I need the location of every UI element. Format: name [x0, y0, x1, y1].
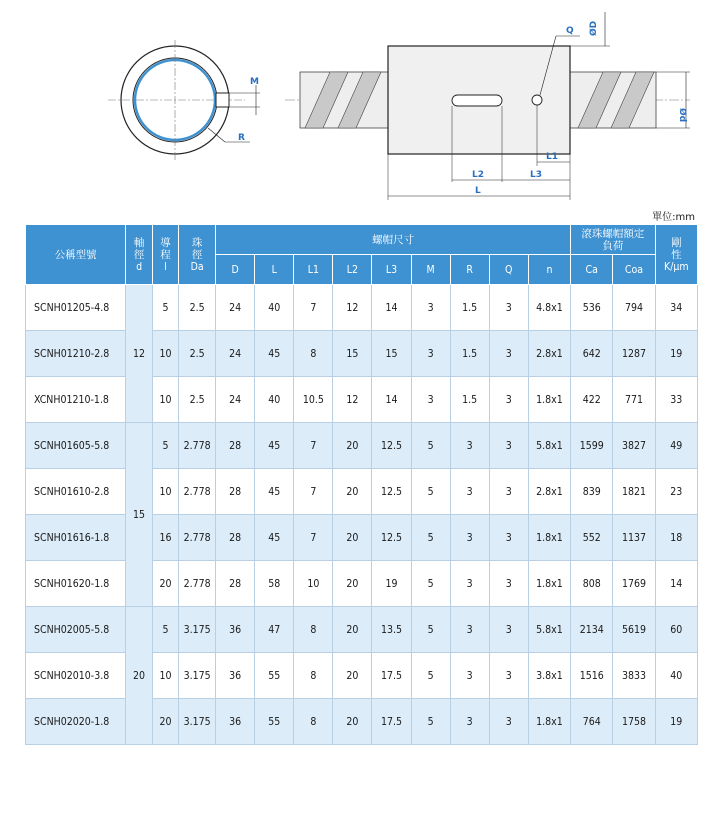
header-stiffness-unit: K/μm: [664, 260, 689, 273]
label-m: M: [250, 77, 259, 87]
cell-D: 24: [216, 331, 255, 377]
cell-D: 28: [216, 469, 255, 515]
header-sub-l3: L3: [372, 255, 411, 285]
cell-D: 36: [216, 607, 255, 653]
cell-Ca: 839: [571, 469, 613, 515]
cell-L: 45: [255, 515, 294, 561]
cell-M: 5: [411, 469, 450, 515]
cell-ball-dia: 2.778: [179, 469, 216, 515]
header-sub-coa: Coa: [613, 255, 655, 285]
cell-model: SCNH02010-3.8: [26, 653, 126, 699]
cell-lead: 10: [152, 331, 178, 377]
cell-Coa: 1137: [613, 515, 655, 561]
cell-L2: 12: [333, 377, 372, 423]
cell-L1: 7: [294, 469, 333, 515]
cell-L1: 8: [294, 653, 333, 699]
cell-lead: 10: [152, 469, 178, 515]
cell-L3: 13.5: [372, 607, 411, 653]
cell-shaft-dia: 12: [126, 285, 152, 423]
cell-L: 40: [255, 285, 294, 331]
cell-Ca: 1599: [571, 423, 613, 469]
cell-L2: 20: [333, 653, 372, 699]
cell-L3: 14: [372, 285, 411, 331]
cell-model: XCNH01210-1.8: [26, 377, 126, 423]
cell-K: 34: [655, 285, 697, 331]
cell-ball-dia: 2.5: [179, 331, 216, 377]
cell-M: 5: [411, 699, 450, 745]
cell-Coa: 5619: [613, 607, 655, 653]
header-lead: [152, 225, 178, 285]
cell-L1: 10.5: [294, 377, 333, 423]
label-l2: L2: [472, 170, 484, 180]
cell-D: 36: [216, 653, 255, 699]
cell-ball-dia: 3.175: [179, 607, 216, 653]
cell-L: 55: [255, 653, 294, 699]
cell-L3: 12.5: [372, 515, 411, 561]
label-l1: L1: [546, 152, 558, 162]
cell-K: 14: [655, 561, 697, 607]
cell-lead: 20: [152, 699, 178, 745]
cell-ball-dia: 2.5: [179, 285, 216, 331]
cell-L1: 8: [294, 699, 333, 745]
cell-n: 5.8x1: [528, 423, 570, 469]
cell-Q: 3: [489, 607, 528, 653]
header-sub-l: L: [255, 255, 294, 285]
cell-R: 3: [450, 515, 489, 561]
cell-ball-dia: 2.778: [179, 515, 216, 561]
cell-model: SCNH01610-2.8: [26, 469, 126, 515]
cell-Q: 3: [489, 285, 528, 331]
cell-L: 45: [255, 423, 294, 469]
table-row: [26, 607, 698, 653]
cell-lead: 16: [152, 515, 178, 561]
cell-M: 5: [411, 607, 450, 653]
header-sub-r: R: [450, 255, 489, 285]
cell-ball-dia: 2.778: [179, 561, 216, 607]
cell-L2: 20: [333, 561, 372, 607]
cell-n: 2.8x1: [528, 331, 570, 377]
cell-D: 28: [216, 515, 255, 561]
cell-Coa: 1287: [613, 331, 655, 377]
cell-L3: 19: [372, 561, 411, 607]
cell-R: 3: [450, 607, 489, 653]
cell-n: 4.8x1: [528, 285, 570, 331]
cell-lead: 20: [152, 561, 178, 607]
cell-R: 3: [450, 653, 489, 699]
cell-L3: 17.5: [372, 653, 411, 699]
cell-model: SCNH01210-2.8: [26, 331, 126, 377]
header-sub-d: D: [216, 255, 255, 285]
cell-Ca: 536: [571, 285, 613, 331]
cell-Ca: 2134: [571, 607, 613, 653]
cell-lead: 5: [152, 285, 178, 331]
cell-M: 5: [411, 423, 450, 469]
cell-model: SCNH01616-1.8: [26, 515, 126, 561]
cell-Ca: 422: [571, 377, 613, 423]
cell-M: 5: [411, 561, 450, 607]
cell-Coa: 794: [613, 285, 655, 331]
cell-L1: 10: [294, 561, 333, 607]
header-sub-q: Q: [489, 255, 528, 285]
header-model: 公稱型號: [26, 225, 126, 285]
cell-Q: 3: [489, 561, 528, 607]
header-nut-dims: 螺帽尺寸: [216, 225, 571, 255]
cell-n: 1.8x1: [528, 699, 570, 745]
cell-K: 60: [655, 607, 697, 653]
cell-Ca: 1516: [571, 653, 613, 699]
cell-R: 3: [450, 423, 489, 469]
cell-Ca: 764: [571, 699, 613, 745]
cell-Q: 3: [489, 653, 528, 699]
cell-L: 40: [255, 377, 294, 423]
cell-L2: 20: [333, 607, 372, 653]
cell-lead: 5: [152, 607, 178, 653]
cell-ball-dia: 2.5: [179, 377, 216, 423]
cell-shaft-dia: 15: [126, 423, 152, 607]
cell-Ca: 808: [571, 561, 613, 607]
cell-L1: 8: [294, 607, 333, 653]
cell-L3: 17.5: [372, 699, 411, 745]
cell-L2: 20: [333, 469, 372, 515]
cell-Q: 3: [489, 377, 528, 423]
cell-L: 58: [255, 561, 294, 607]
cell-ball-dia: 3.175: [179, 699, 216, 745]
cell-R: 1.5: [450, 285, 489, 331]
cell-n: 2.8x1: [528, 469, 570, 515]
label-l: L: [475, 186, 481, 196]
cell-model: SCNH02020-1.8: [26, 699, 126, 745]
table-row: [26, 285, 698, 331]
cell-K: 19: [655, 331, 697, 377]
header-sub-m: M: [411, 255, 450, 285]
header-stiffness: [655, 225, 697, 285]
cell-L1: 7: [294, 423, 333, 469]
cell-lead: 5: [152, 423, 178, 469]
header-stiffness-label: 剛性: [671, 236, 682, 261]
cell-model: SCNH01205-4.8: [26, 285, 126, 331]
header-load: 滾珠螺帽額定負荷: [571, 225, 656, 255]
header-sub-l1: L1: [294, 255, 333, 285]
cell-M: 5: [411, 515, 450, 561]
cell-R: 3: [450, 561, 489, 607]
cell-ball-dia: 2.778: [179, 423, 216, 469]
cell-L2: 20: [333, 423, 372, 469]
cell-Q: 3: [489, 469, 528, 515]
cell-D: 28: [216, 561, 255, 607]
cell-model: SCNH01605-5.8: [26, 423, 126, 469]
cell-L2: 20: [333, 699, 372, 745]
cell-R: 3: [450, 699, 489, 745]
cell-Q: 3: [489, 515, 528, 561]
header-sub-l2: L2: [333, 255, 372, 285]
cell-K: 40: [655, 653, 697, 699]
cell-D: 24: [216, 377, 255, 423]
cell-ball-dia: 3.175: [179, 653, 216, 699]
header-shaft-dia: [126, 225, 152, 285]
unit-label: 單位:mm: [652, 212, 695, 223]
cell-L: 45: [255, 469, 294, 515]
cell-M: 3: [411, 377, 450, 423]
cell-Q: 3: [489, 423, 528, 469]
cell-L3: 12.5: [372, 469, 411, 515]
cell-Coa: 3833: [613, 653, 655, 699]
cell-L1: 7: [294, 515, 333, 561]
cell-D: 36: [216, 699, 255, 745]
cell-L: 55: [255, 699, 294, 745]
spec-table: [25, 224, 698, 745]
cell-n: 1.8x1: [528, 515, 570, 561]
cell-n: 1.8x1: [528, 561, 570, 607]
cell-D: 24: [216, 285, 255, 331]
cell-lead: 10: [152, 377, 178, 423]
cell-R: 3: [450, 469, 489, 515]
cell-R: 1.5: [450, 331, 489, 377]
header-shaft-dia-label: 軸徑: [133, 236, 145, 261]
cell-shaft-dia: 20: [126, 607, 152, 745]
cell-L3: 12.5: [372, 423, 411, 469]
label-od-small: Ød: [677, 108, 687, 123]
cell-Coa: 1769: [613, 561, 655, 607]
cell-model: SCNH02005-5.8: [26, 607, 126, 653]
cell-L2: 20: [333, 515, 372, 561]
cell-n: 5.8x1: [528, 607, 570, 653]
cell-Coa: 3827: [613, 423, 655, 469]
cell-K: 19: [655, 699, 697, 745]
label-od: ØD: [589, 20, 599, 36]
cell-Ca: 642: [571, 331, 613, 377]
cell-D: 28: [216, 423, 255, 469]
header-ball-dia-symbol: Da: [190, 260, 204, 273]
header-sub-n: n: [528, 255, 570, 285]
cell-K: 23: [655, 469, 697, 515]
cell-L3: 14: [372, 377, 411, 423]
table-row: [26, 423, 698, 469]
header-ball-dia: [179, 225, 216, 285]
cell-K: 33: [655, 377, 697, 423]
side-view: [285, 12, 690, 200]
header-shaft-dia-symbol: d: [136, 260, 143, 273]
cell-L2: 15: [333, 331, 372, 377]
cell-Ca: 552: [571, 515, 613, 561]
cell-Coa: 1821: [613, 469, 655, 515]
cell-K: 18: [655, 515, 697, 561]
cell-L1: 7: [294, 285, 333, 331]
cell-L3: 15: [372, 331, 411, 377]
header-lead-label: 導程: [160, 236, 171, 261]
cell-Q: 3: [489, 699, 528, 745]
technical-drawing: [0, 0, 709, 205]
label-q: Q: [566, 26, 574, 36]
cell-model: SCNH01620-1.8: [26, 561, 126, 607]
cell-lead: 10: [152, 653, 178, 699]
cell-L2: 12: [333, 285, 372, 331]
header-sub-ca: Ca: [571, 255, 613, 285]
cell-Coa: 771: [613, 377, 655, 423]
cell-K: 49: [655, 423, 697, 469]
cell-M: 3: [411, 285, 450, 331]
cell-Q: 3: [489, 331, 528, 377]
label-r: R: [238, 133, 245, 143]
header-lead-symbol: l: [164, 260, 167, 273]
cell-n: 1.8x1: [528, 377, 570, 423]
cell-R: 1.5: [450, 377, 489, 423]
cell-n: 3.8x1: [528, 653, 570, 699]
cell-L: 47: [255, 607, 294, 653]
header-ball-dia-label: 珠徑: [191, 236, 203, 261]
label-l3: L3: [530, 170, 542, 180]
cell-Coa: 1758: [613, 699, 655, 745]
cell-M: 5: [411, 653, 450, 699]
cell-M: 3: [411, 331, 450, 377]
cell-L: 45: [255, 331, 294, 377]
cell-L1: 8: [294, 331, 333, 377]
